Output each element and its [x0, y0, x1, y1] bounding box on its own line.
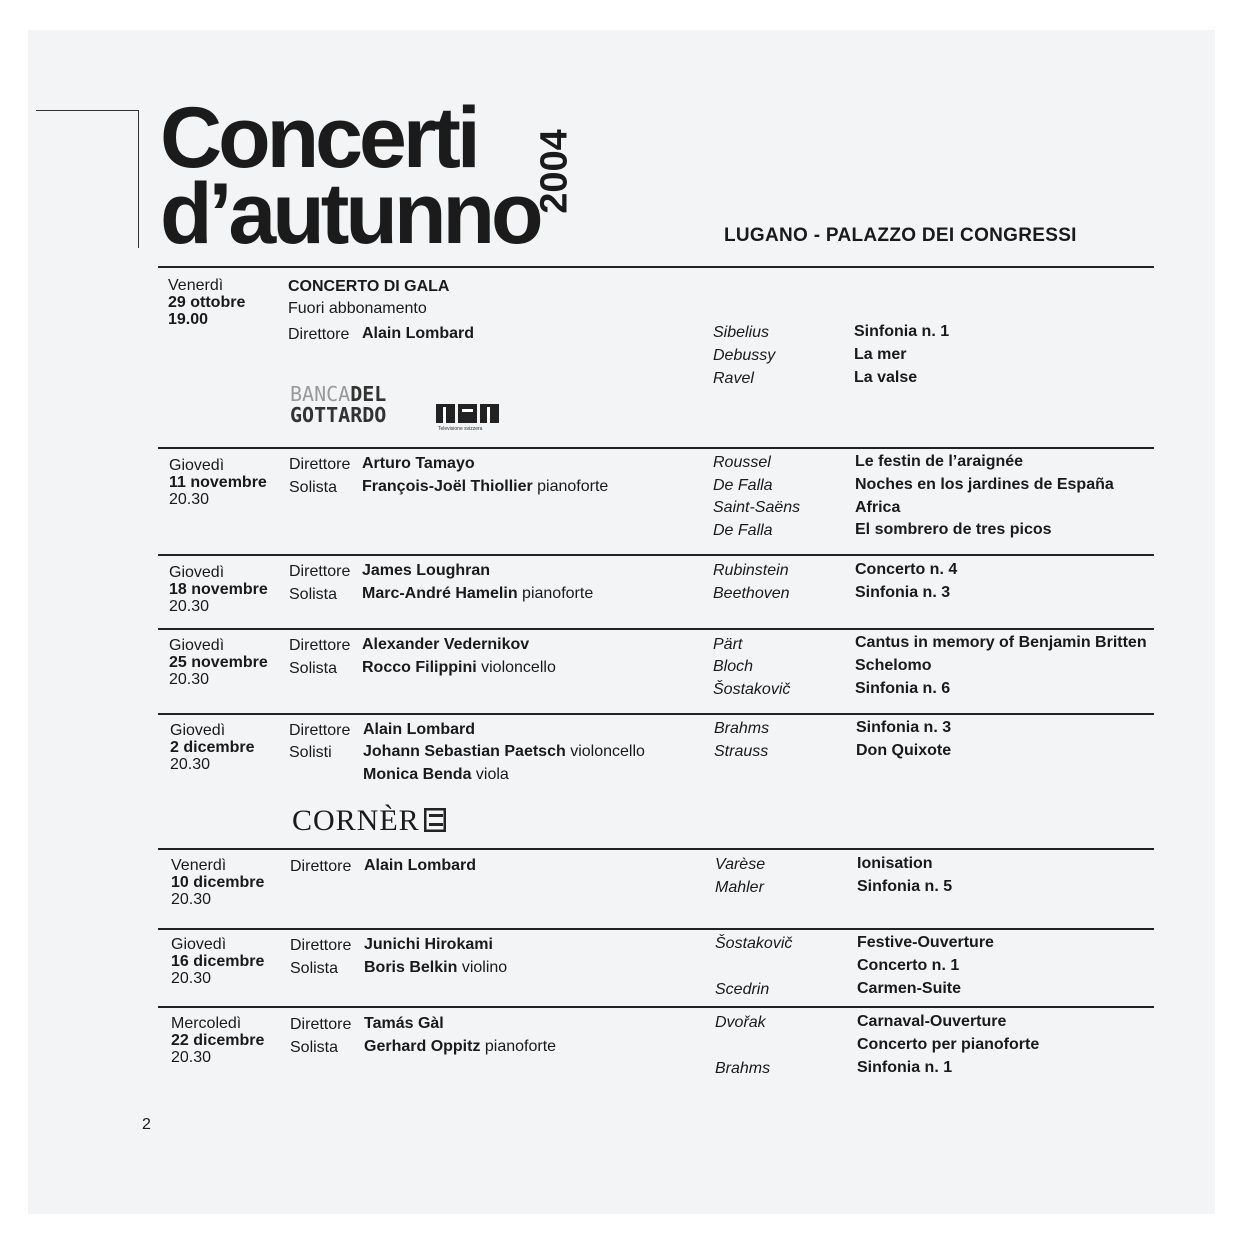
composer: Scedrin	[715, 981, 770, 998]
role-label: Direttore	[289, 637, 351, 654]
concert-date: 29 ottobre	[168, 294, 246, 311]
composer: Bloch	[713, 658, 754, 675]
performer-name: François-Joël Thiollier	[362, 478, 533, 495]
divider	[158, 1006, 1154, 1008]
venue-label: LUGANO - PALAZZO DEI CONGRESSI	[724, 225, 1077, 246]
logo-text-banca: BANCA	[290, 382, 351, 406]
role-label: Solista	[289, 660, 338, 677]
page-title	[160, 90, 540, 262]
performer-name: Alain Lombard	[364, 857, 477, 874]
performer-name: Arturo Tamayo	[362, 455, 475, 472]
tsi-logo	[436, 402, 504, 432]
performer-line	[362, 585, 593, 603]
composer: Brahms	[715, 1060, 771, 1077]
work: Sinfonia n. 3	[855, 584, 951, 601]
concert-date: 10 dicembre	[171, 874, 265, 891]
page-number: 2	[142, 1116, 151, 1133]
work: Festive-Ouverture	[857, 934, 994, 951]
instrument: violoncello	[481, 659, 556, 676]
role-label: Direttore	[288, 326, 350, 343]
instrument: pianoforte	[537, 478, 609, 495]
work: Africa	[855, 499, 901, 516]
concert-day: Giovedì	[171, 936, 227, 953]
role-label: Solista	[289, 586, 338, 603]
performer-line	[363, 743, 645, 761]
performer-name: Tamás Gàl	[364, 1015, 444, 1032]
composer: Saint-Saëns	[713, 499, 801, 516]
composer: Varèse	[715, 856, 766, 873]
concert-title: CONCERTO DI GALA	[288, 278, 450, 295]
performer-name: Boris Belkin	[364, 959, 458, 976]
performer-name: Gerhard Oppitz	[364, 1038, 481, 1055]
composer: Roussel	[713, 454, 771, 471]
banca-del-gottardo-logo	[290, 384, 386, 426]
role-label: Solista	[289, 479, 338, 496]
year-label: 2004	[533, 129, 576, 214]
instrument: pianoforte	[522, 585, 594, 602]
concert-time: 20.30	[169, 491, 210, 508]
concert-date: 18 novembre	[169, 581, 268, 598]
work: La valse	[854, 369, 918, 386]
instrument: violoncello	[570, 743, 645, 760]
concert-date: 2 dicembre	[170, 739, 255, 756]
role-label: Solista	[290, 1039, 339, 1056]
composer: Beethoven	[713, 585, 790, 602]
divider	[158, 554, 1154, 556]
work: Sinfonia n. 1	[857, 1059, 953, 1076]
composer: Ravel	[713, 370, 754, 387]
work: Cantus in memory of Benjamin Britten	[855, 634, 1147, 651]
instrument: viola	[475, 766, 509, 783]
composer: De Falla	[713, 477, 773, 494]
concert-day: Giovedì	[169, 637, 225, 654]
concert-time: 20.30	[169, 671, 210, 688]
work: Sinfonia n. 3	[856, 719, 952, 736]
corner-mark-vertical	[138, 110, 139, 248]
concert-date: 22 dicembre	[171, 1032, 265, 1049]
logo-text-del: DEL	[350, 382, 387, 406]
performer-name: Junichi Hirokami	[364, 936, 493, 953]
role-label: Solista	[290, 960, 339, 977]
divider	[158, 447, 1154, 449]
work: Ionisation	[857, 855, 933, 872]
concert-time: 20.30	[169, 598, 210, 615]
concert-time: 19.00	[168, 311, 209, 328]
work: Sinfonia n. 5	[857, 878, 953, 895]
concert-time: 20.30	[170, 756, 211, 773]
composer: Brahms	[714, 720, 770, 737]
instrument: violino	[461, 959, 508, 976]
performer-line	[364, 1038, 556, 1056]
divider	[158, 628, 1154, 630]
composer: Rubinstein	[713, 562, 789, 579]
composer: Sibelius	[713, 324, 770, 341]
divider	[158, 848, 1154, 850]
concert-subtitle: Fuori abbonamento	[288, 300, 427, 317]
work: Sinfonia n. 1	[854, 323, 950, 340]
work: Schelomo	[855, 657, 932, 674]
tsi-caption: Televisione svizzera	[438, 426, 483, 432]
corner-mark-horizontal	[36, 110, 139, 111]
work: Noches en los jardines de España	[855, 476, 1114, 493]
cornercard-logo: CORNÈR	[292, 804, 420, 837]
corner-bank-mark-icon	[424, 808, 446, 832]
title-line-1: Concerti	[160, 90, 477, 186]
performer-line	[362, 659, 556, 677]
concert-day: Giovedì	[169, 457, 225, 474]
concert-day: Giovedì	[170, 722, 226, 739]
work: Carnaval-Ouverture	[857, 1013, 1007, 1030]
concert-date: 11 novembre	[169, 474, 267, 491]
work: Le festin de l’araignée	[855, 453, 1024, 470]
concert-time: 20.30	[171, 1049, 212, 1066]
role-label: Direttore	[290, 937, 352, 954]
concert-day: Venerdì	[171, 857, 227, 874]
role-label: Direttore	[289, 722, 351, 739]
composer: Pärt	[713, 636, 743, 653]
performer-line	[364, 959, 507, 977]
concert-day: Mercoledì	[171, 1015, 242, 1032]
performer-name: Johann Sebastian Paetsch	[363, 743, 566, 760]
concert-day: Venerdì	[168, 277, 224, 294]
role-label: Direttore	[289, 456, 351, 473]
role-label: Direttore	[290, 1016, 352, 1033]
performer-name: Monica Benda	[363, 766, 472, 783]
instrument: pianoforte	[484, 1038, 557, 1055]
performer-name: Alain Lombard	[362, 325, 475, 342]
performer-name: Alexander Vedernikov	[362, 636, 530, 653]
work: Don Quixote	[856, 742, 952, 759]
role-label: Direttore	[290, 858, 352, 875]
concert-time: 20.30	[171, 891, 212, 908]
composer: Debussy	[713, 347, 776, 364]
composer: De Falla	[713, 522, 773, 539]
composer: Mahler	[715, 879, 764, 896]
work: Concerto n. 4	[855, 561, 958, 578]
concert-time: 20.30	[171, 970, 212, 987]
composer: Strauss	[714, 743, 769, 760]
composer: Šostakovič	[713, 681, 791, 698]
logo-text-gottardo: GOTTARDO	[290, 403, 387, 427]
divider	[158, 266, 1154, 268]
divider	[158, 928, 1154, 930]
performer-name: Marc-André Hamelin	[362, 585, 518, 602]
divider	[158, 713, 1154, 715]
title-line-2: d’autunno	[160, 166, 540, 262]
work: Sinfonia n. 6	[855, 680, 951, 697]
performer-line	[362, 478, 608, 496]
performer-name: Rocco Filippini	[362, 659, 477, 676]
performer-name: Alain Lombard	[363, 721, 476, 738]
work: Carmen-Suite	[857, 980, 962, 997]
composer: Dvořak	[715, 1014, 766, 1031]
performer-name: James Loughran	[362, 562, 491, 579]
role-label: Direttore	[289, 563, 351, 580]
concert-day: Giovedì	[169, 564, 225, 581]
work: Concerto n. 1	[857, 957, 960, 974]
concert-date: 16 dicembre	[171, 953, 265, 970]
performer-line	[363, 766, 509, 784]
composer: Šostakovič	[715, 935, 793, 952]
role-label: Solisti	[289, 744, 332, 761]
work: El sombrero de tres picos	[855, 521, 1052, 538]
work: La mer	[854, 346, 907, 363]
concert-date: 25 novembre	[169, 654, 268, 671]
work: Concerto per pianoforte	[857, 1036, 1040, 1053]
